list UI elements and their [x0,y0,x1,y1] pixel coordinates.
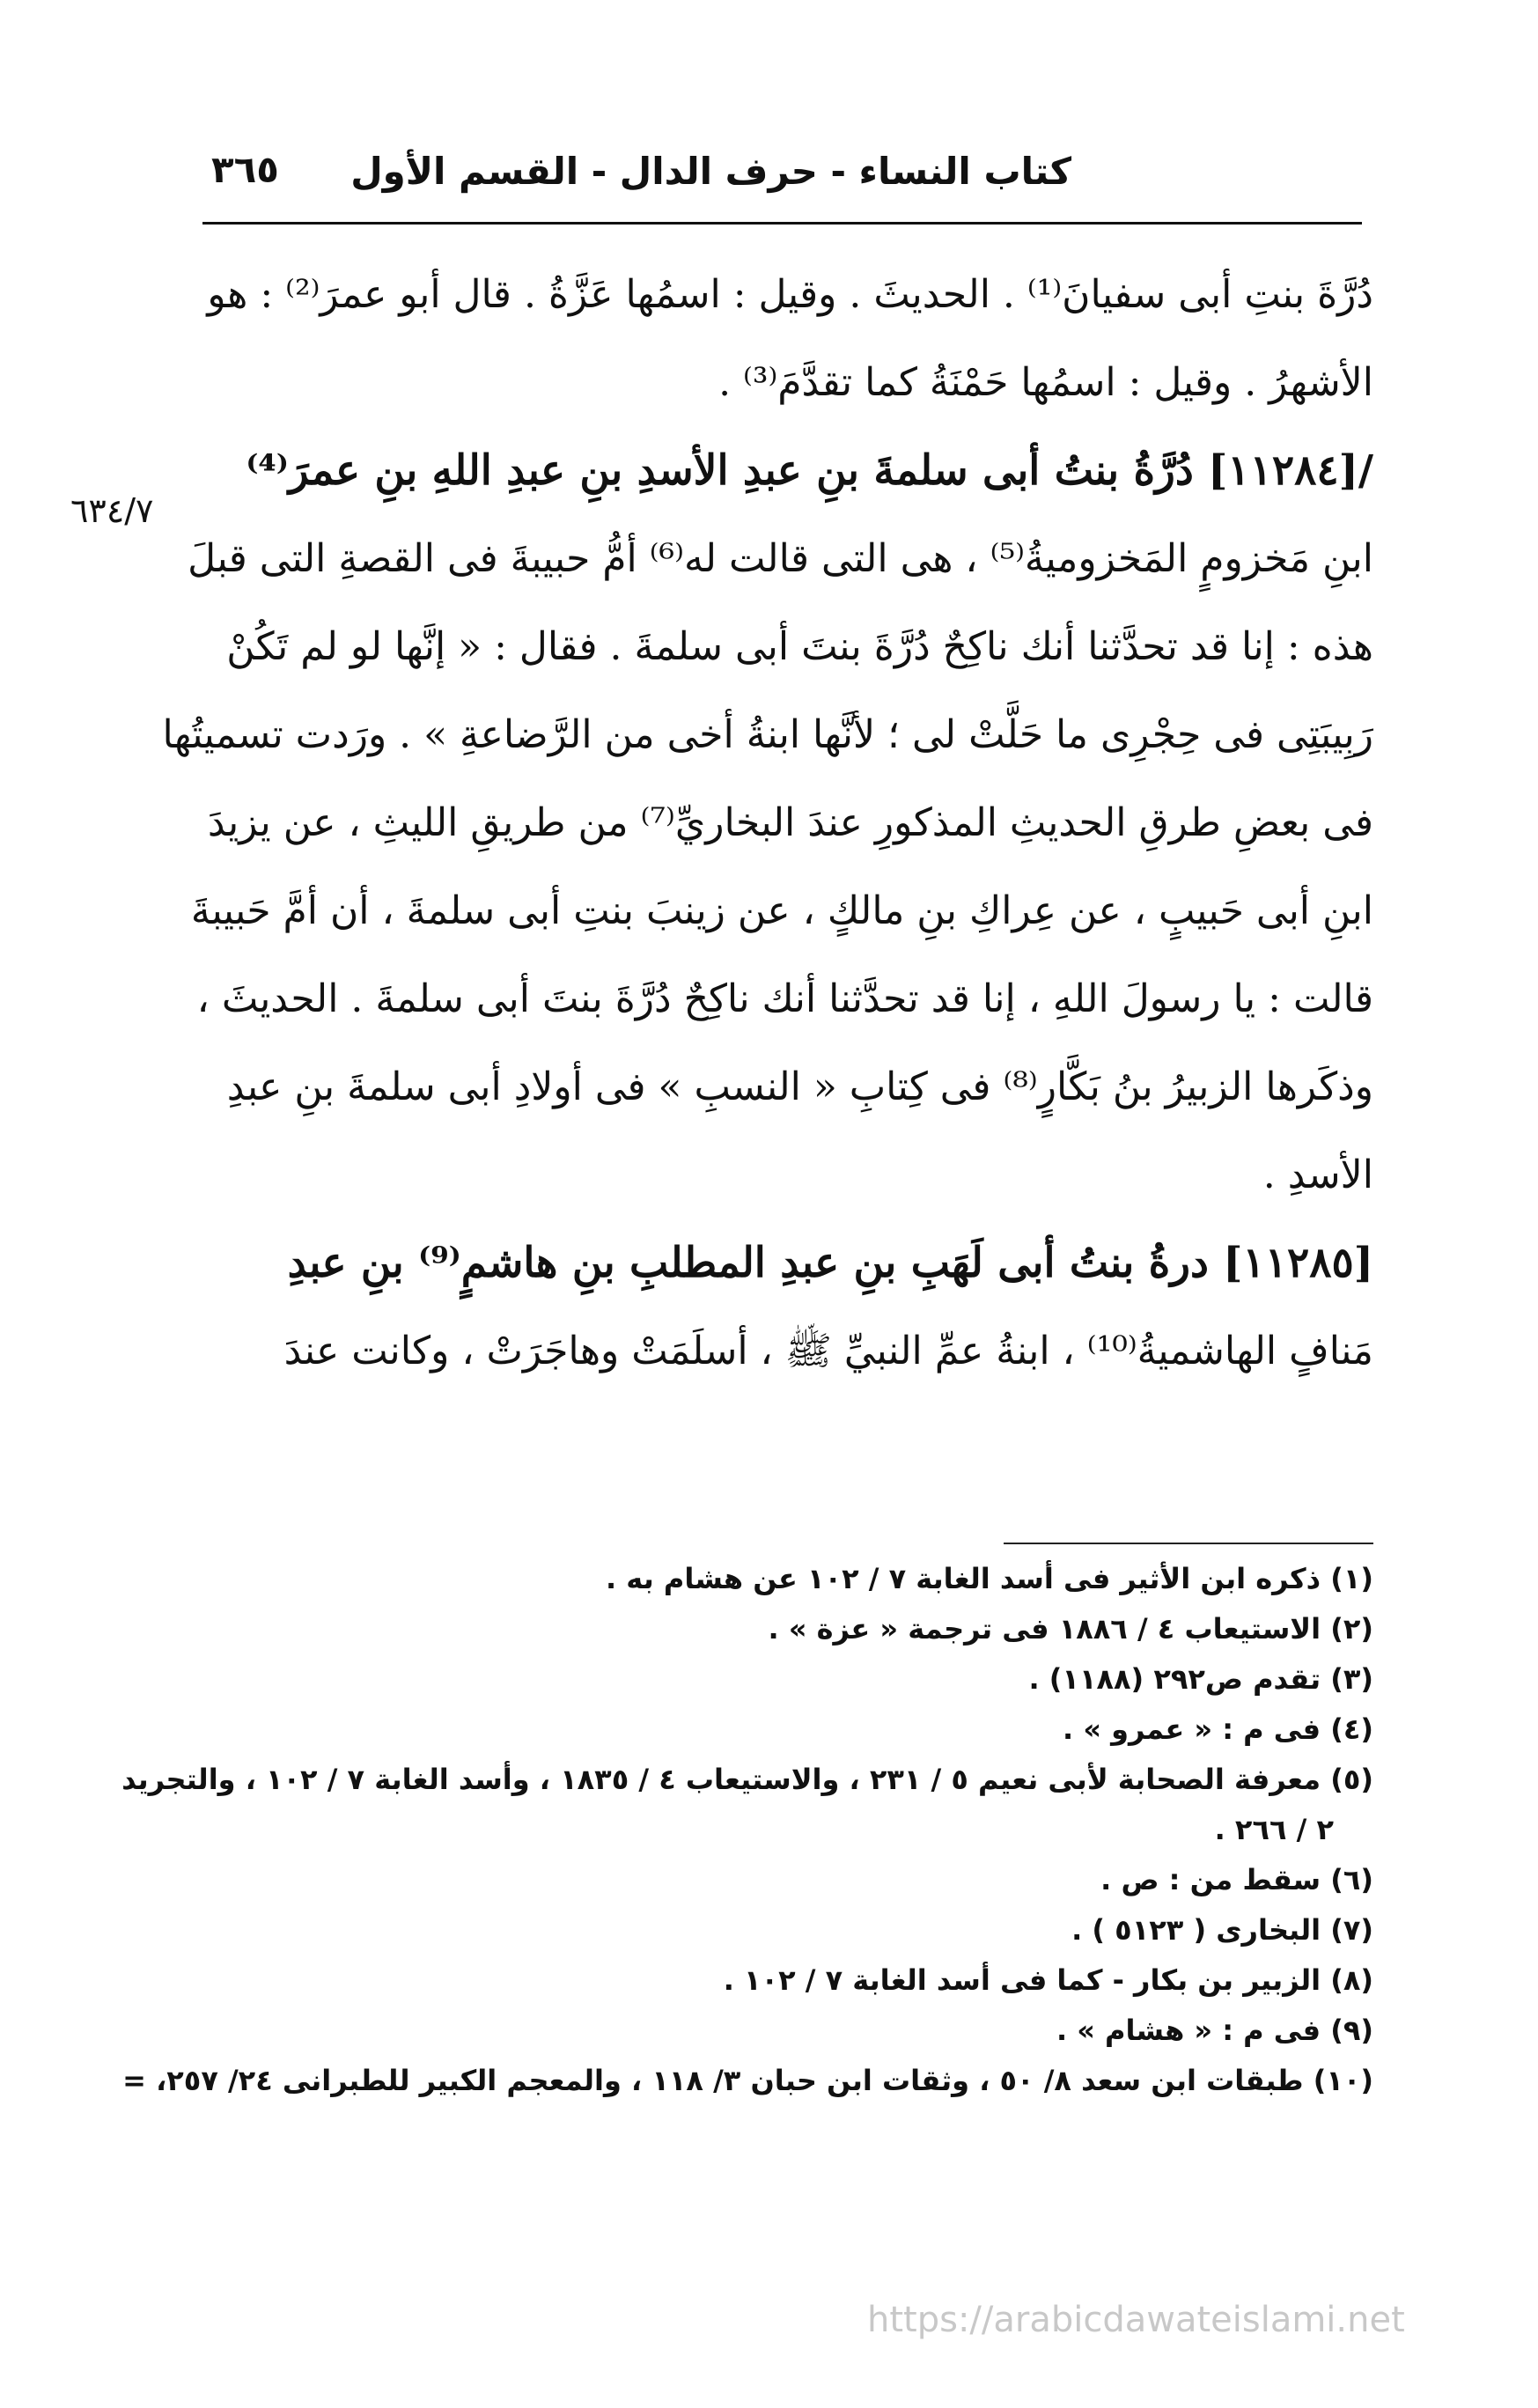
footnote: (١٠) طبقات ابن سعد ٨/ ٥٠ ، وثقات ابن حبان ٣/ ١١٨ ، والمعجم الكبير للطبرانى ٢٤/ ٢٥٧، = [122,2064,1373,2097]
page-number: ٣٦٥ [211,148,279,191]
text-line: ابنِ مَخزومٍ المَخزوميةُ⁽⁵⁾ ، هى التى قالت له⁽⁶⁾ أمُّ حبيبةَ فى القصةِ التى قبلَ [188,536,1373,581]
text-line: مَنافٍ الهاشميةُ⁽¹⁰⁾ ، ابنةُ عمِّ النبيِّ ﷺ ، أسلَمَتْ وهاجَرَتْ ، وكانت عندَ [283,1329,1373,1373]
text-line: وذكَرها الزبيرُ بنُ بَكَّارٍ⁽⁸⁾ فى كِتابِ « النسبِ » فى أولادِ أبى سلمةَ بنِ عبدِ [226,1064,1373,1109]
footnote-separator [1004,1543,1373,1544]
header-rule [202,222,1362,225]
page-header [202,141,1336,211]
text-line: رَبِيبَتِى فى حِجْرِى ما حَلَّتْ لى ؛ لأنَّها ابنةُ أخى من الرَّضاعةِ » . ورَدت تسميتُها [162,712,1373,757]
main-text [162,251,1373,1395]
footnote: (٥) معرفة الصحابة لأبى نعيم ٥ / ٢٣١ ، والاستيعاب ٤ / ١٨٣٥ ، وأسد الغابة ٧ / ١٠٢ ، والتجريد [121,1763,1373,1796]
text-line: فى بعضِ طرقِ الحديثِ المذكورِ عندَ البخاريِّ⁽⁷⁾ من طريقِ الليثِ ، عن يزيدَ [207,800,1373,845]
footnote-continuation: ٢ / ٢٦٦ . [1214,1813,1334,1846]
text-line: قالت : يا رسولَ اللهِ ، إنا قد تحدَّثنا أنك ناكِحٌ دُرَّةَ بنتَ أبى سلمةَ . الحديثَ ، [196,976,1373,1021]
text-line: الأشهرُ . وقيل : اسمُها حَمْنَةُ كما تقدَّمَ⁽³⁾ . [718,360,1373,405]
text-line: هذه : إنا قد تحدَّثنا أنك ناكِحٌ دُرَّةَ بنتَ أبى سلمةَ . فقال : « إنَّها لو لم تَكُنْ [226,624,1373,669]
footnote: (٦) سقط من : ص . [1100,1863,1373,1896]
footnote: (٣) تقدم ص٢٩٢ (١١٨٨) . [1028,1662,1373,1696]
footnote: (٨) الزبير بن بكار - كما فى أسد الغابة ٧ / ١٠٢ . [723,1963,1373,1997]
footnote: (٢) الاستيعاب ٤ / ١٨٨٦ فى ترجمة « عزة » . [768,1612,1373,1646]
footnote: (٩) فى م : « هشام » . [1056,2014,1373,2047]
entry-heading-11285: [١١٢٨٥] درةُ بنتُ أبى لَهَبِ بنِ عبدِ المطلبِ بنِ هاشمٍ⁽⁹⁾ بنِ عبدِ [287,1239,1373,1287]
footnote: (٤) فى م : « عمرو » . [1063,1712,1373,1746]
margin-volume-page-note: ٦٣٤/٧ [70,491,154,530]
footnote: (١) ذكره ابن الأثير فى أسد الغابة ٧ / ١٠٢ عن هشام به . [606,1562,1373,1595]
footnote: (٧) البخارى ( ٥١٢٣ ) . [1071,1913,1373,1947]
text-line: ابنِ أبى حَبيبٍ ، عن عِراكِ بنِ مالكٍ ، عن زينبَ بنتِ أبى سلمةَ ، أن أمَّ حَبيبةَ [190,888,1373,933]
watermark-url: https://arabicdawateislami.net [867,2300,1405,2340]
footnotes [121,1554,1373,2106]
running-title: كتاب النساء - حرف الدال - القسم الأول [350,150,1071,193]
entry-heading-11284: /[١١٢٨٤] دُرَّةُ بنتُ أبى سلمةَ بنِ عبدِ الأسدِ بنِ عبدِ اللهِ بنِ عمرَ⁽⁴⁾ [246,446,1373,495]
text-line: دُرَّةَ بنتِ أبى سفيانَ⁽¹⁾ . الحديثَ . وقيل : اسمُها عَزَّةُ . قال أبو عمرَ⁽²⁾ : هو [207,272,1373,317]
text-line: الأسدِ . [1262,1152,1373,1197]
